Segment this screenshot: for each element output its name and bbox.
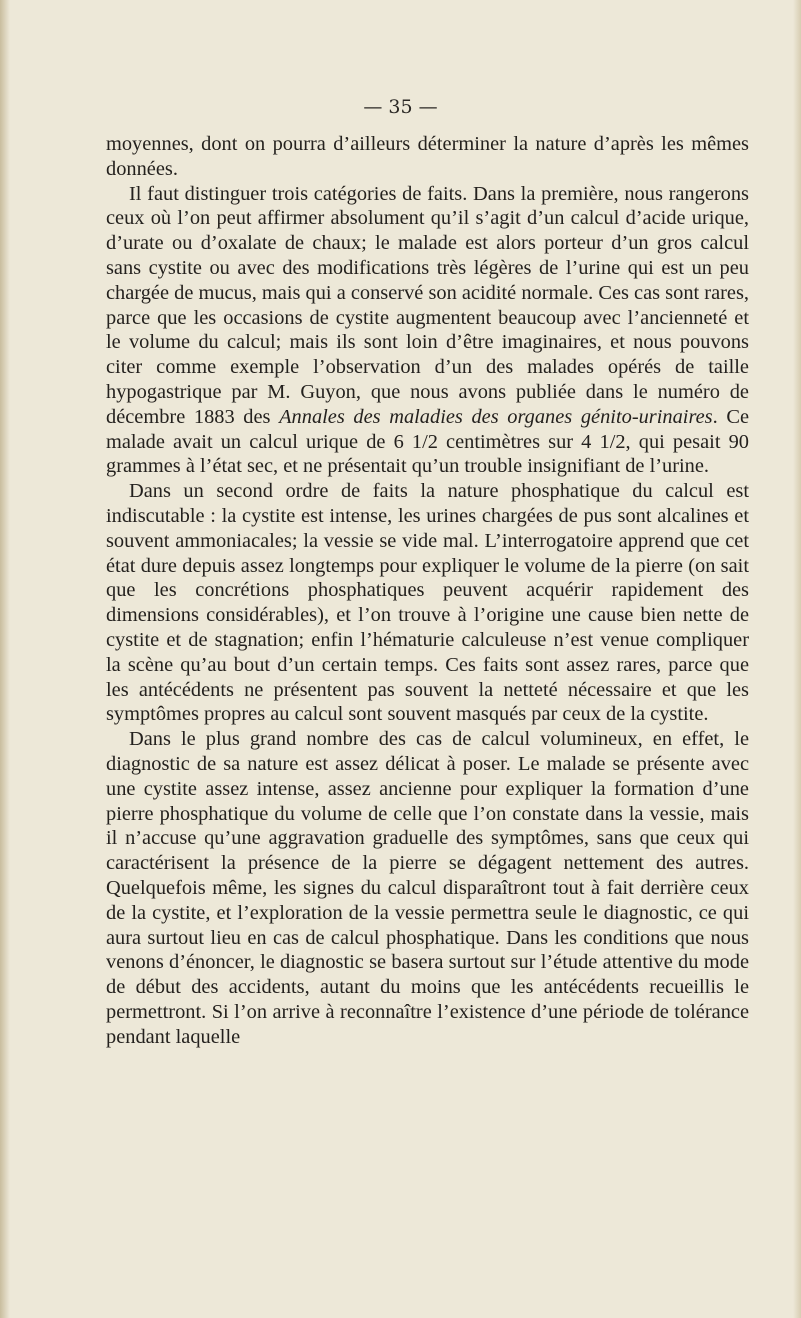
- paragraph-2-text-before: Il faut distinguer trois catégories de faits. Dans la première, nous rangerons ceux où l’on peut affirmer absolument qu’il s’agit d’un calcul d’acide urique, d’urate ou d’oxalate de chaux; le malade est alors porteur d’un gros calcul sans cystite ou avec des modifications très légères de l’urine qui est un peu chargée de mucus, mais qui a conservé son acidité normale. Ces cas sont rares, parce que les occasions de cystite augmentent beaucoup avec l’ancienneté et le volume du calcul; mais ils sont loin d’être imaginaires, et nous pouvons citer comme exemple l’observation d’un des malades opérés de taille hypogastrique par M. Guyon, que nous avons publiée dans le numéro de décembre 1883 des: [106, 182, 749, 428]
- paragraph-2-text-after: . Ce malade avait un calcul urique de 6 1/2 centimètres sur 4 1/2, qui pesait 90 grammes à l’état sec, et ne présentait qu’un trouble insignifiant de l’urine.: [106, 405, 749, 478]
- journal-title: Annales des maladies des organes génito-urinaires: [279, 405, 713, 428]
- page-number: — 35 —: [363, 96, 438, 118]
- paragraph-2: [106, 182, 749, 480]
- paragraph-4: Dans le plus grand nombre des cas de calcul volumineux, en effet, le diagnostic de sa nature est assez délicat à poser. Le malade se présente avec une cystite assez intense, assez ancienne pour expliquer la formation d’une pierre phosphatique du volume de celle que l’on constate dans la vessie, mais il n’accuse qu’une aggravation graduelle des symptômes, sans que ceux qui caractérisent la présence de la pierre se dégagent nettement des autres. Quelquefois même, les signes du calcul disparaîtront tout à fait derrière ceux de la cystite, et l’exploration de la vessie permettra seule le diagnostic, ce qui aura surtout lieu en cas de calcul phosphatique. Dans les conditions que nous venons d’énoncer, le diagnostic se basera surtout sur l’étude attentive du mode de début des accidents, autant du moins que les antécédents recueillis le permettront. Si l’on arrive à reconnaître l’existence d’une période de tolérance pendant laquelle: [106, 728, 749, 1048]
- paragraph-3: Dans un second ordre de faits la nature phosphatique du calcul est indiscutable : la cystite est intense, les urines chargées de pus sont alcalines et souvent ammoniacales; la vessie se vide mal. L’interrogatoire apprend que cet état dure depuis assez longtemps pour expliquer le volume de la pierre (on sait que les concrétions phosphatiques peuvent acquérir rapidement des dimensions considérables), et l’on trouve à l’origine une cause bien nette de cystite et de stagnation; enfin l’hématurie calculeuse n’est venue compliquer la scène qu’au bout d’un certain temps. Ces faits sont assez rares, parce que les antécédents ne présentent pas souvent la netteté nécessaire et que les symptômes propres au calcul sont souvent masqués par ceux de la cystite.: [106, 480, 749, 726]
- paragraph-1: moyennes, dont on pourra d’ailleurs déterminer la nature d’après les mêmes données.: [106, 133, 749, 180]
- body-text: [106, 132, 749, 1049]
